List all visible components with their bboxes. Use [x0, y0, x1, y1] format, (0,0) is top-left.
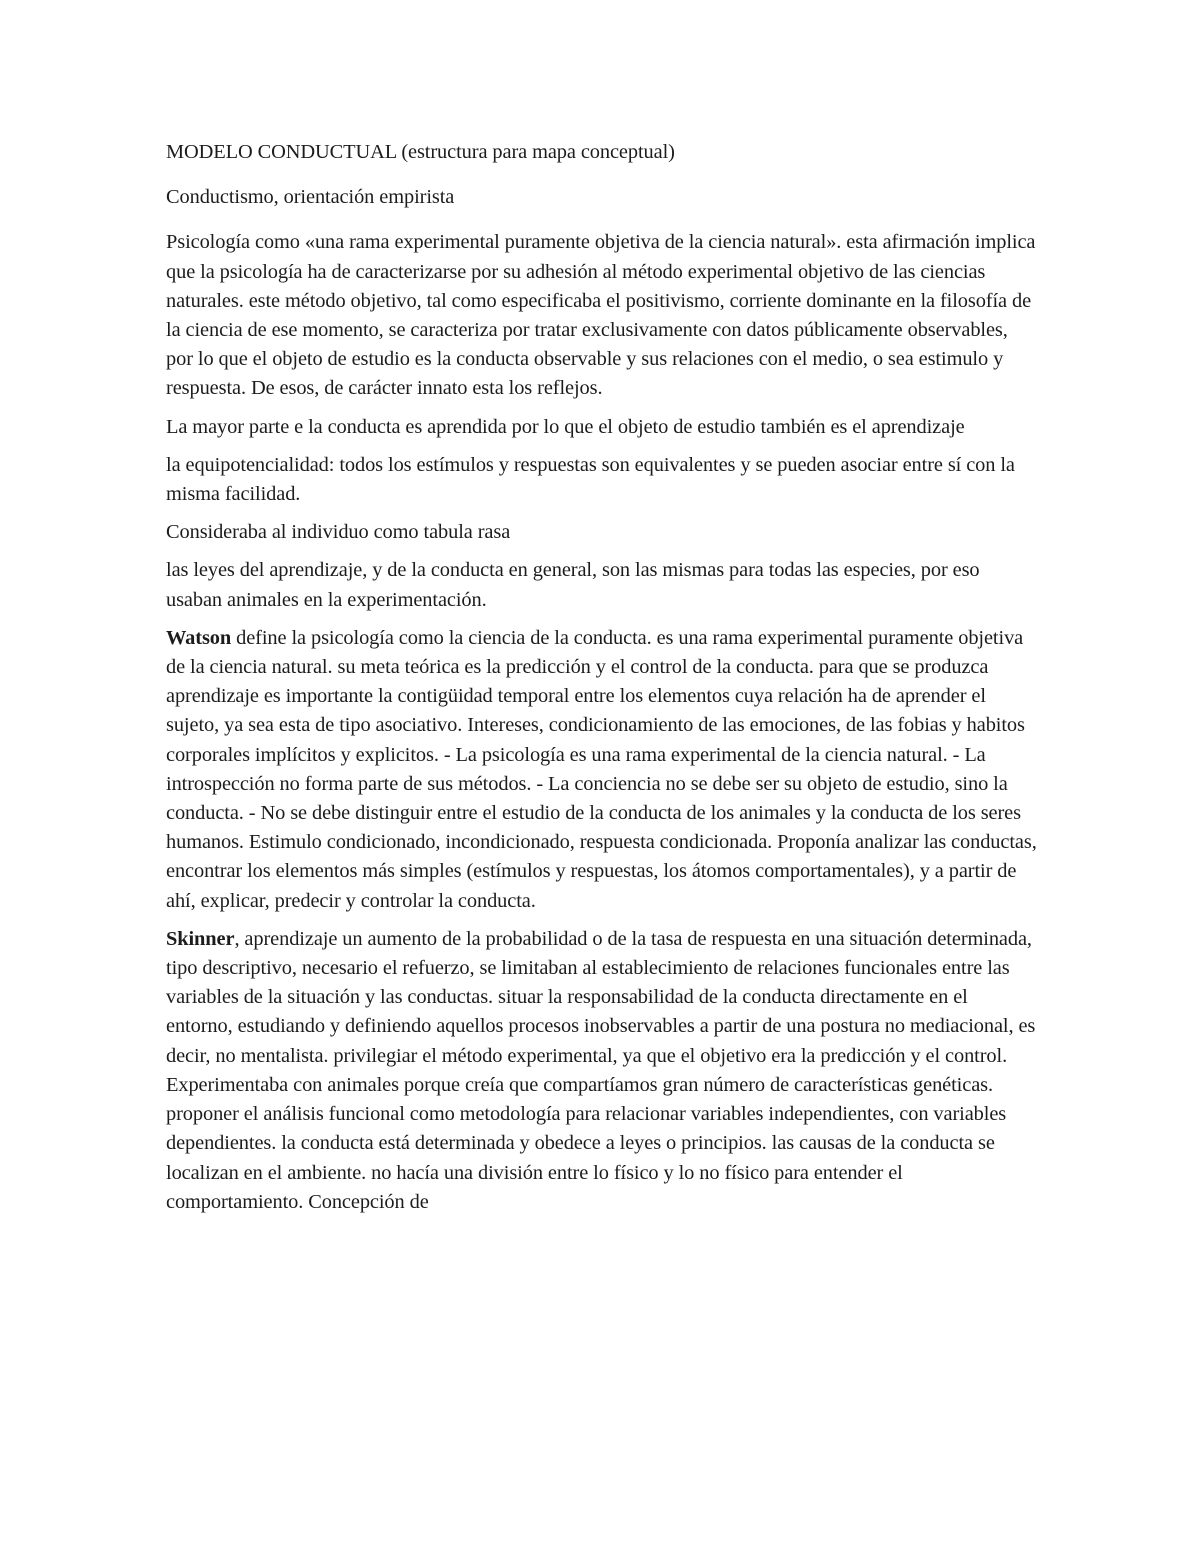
watson-text: define la psicología como la ciencia de la conducta. es una rama experimental puramente objetiva de la ciencia natural. su meta teórica es la predicción y el control de la conducta. para que se produzca aprendizaje es importante la contigüidad temporal entre los elementos cuya relación ha de aprender el sujeto, ya sea esta de tipo asociativo. Intereses, condicionamiento de las emociones, de las fobias y habitos corporales implícitos y explicitos. - La psicología es una rama experimental de la ciencia natural. - La introspección no forma parte de sus métodos. - La conciencia no se debe ser su objeto de estudio, sino la conducta. - No se debe distinguir entre el estudio de la conducta de los animales y la conducta de los seres humanos. Estimulo condicionado, incondicionado, respuesta condicionada. Proponía analizar las conductas, encontrar los elementos más simples (estímulos y respuestas, los átomos comportamentales), y a partir de ahí, explicar, predecir y controlar la conducta.	[166, 626, 1037, 912]
paragraph-aprendizaje: La mayor parte e la conducta es aprendida por lo que el objeto de estudio también es el aprendizaje	[166, 415, 965, 438]
watson-name: Watson	[166, 626, 232, 649]
skinner-name: Skinner	[166, 927, 235, 950]
paragraph-leyes: las leyes del aprendizaje, y de la conducta en general, son las mismas para todas las especies, por eso usaban animales en la experimentación.	[166, 559, 980, 611]
paragraph-psicologia: Psicología como «una rama experimental puramente objetiva de la ciencia natural». esta afirmación implica que la psicología ha de caracterizarse por su adhesión al método experimental objetivo de las ciencias naturales. este método objetivo, tal como especificaba el positivismo, corriente dominante en la filosofía de la ciencia de ese momento, se caracteriza por tratar exclusivamente con datos públicamente observables, por lo que el objeto de estudio es la conducta observable y sus relaciones con el medio, o sea estimulo y respuesta. De esos, de carácter innato esta los reflejos.	[166, 231, 1036, 400]
paragraph-equipotencialidad: la equipotencialidad: todos los estímulos y respuestas son equivalentes y se pueden asociar entre sí con la misma facilidad.	[166, 453, 1015, 506]
document-subtitle: Conductismo, orientación empirista	[166, 186, 455, 209]
document-title: MODELO CONDUCTUAL (estructura para mapa conceptual)	[166, 141, 675, 163]
paragraph-watson	[166, 624, 1038, 916]
paragraph-tabula-rasa: Consideraba al individuo como tabula rasa	[166, 521, 511, 544]
skinner-text: , aprendizaje un aumento de la probabilidad o de la tasa de respuesta en una situación determinada, tipo descriptivo, necesario el refuerzo, se limitaban al establecimiento de relaciones funcionales entre las variables de la situación y las conductas. situar la responsabilidad de la conducta directamente en el entorno, estudiando y definiendo aquellos procesos inobservables a partir de una postura no mediacional, es decir, no mentalista. privilegiar el método experimental, ya que el objetivo era la predicción y el control. Experimentaba con animales porque creía que compartíamos gran número de características genéticas. proponer el análisis funcional como metodología para relacionar variables independientes, con variables dependientes. la conducta está determinada y obedece a leyes o principios. las causas de la conducta se localizan en el ambiente. no hacía una división entre lo físico y lo no físico para entender el comportamiento. Concepción de	[166, 927, 1036, 1213]
document-page	[166, 138, 1038, 1226]
paragraph-skinner	[166, 925, 1038, 1217]
